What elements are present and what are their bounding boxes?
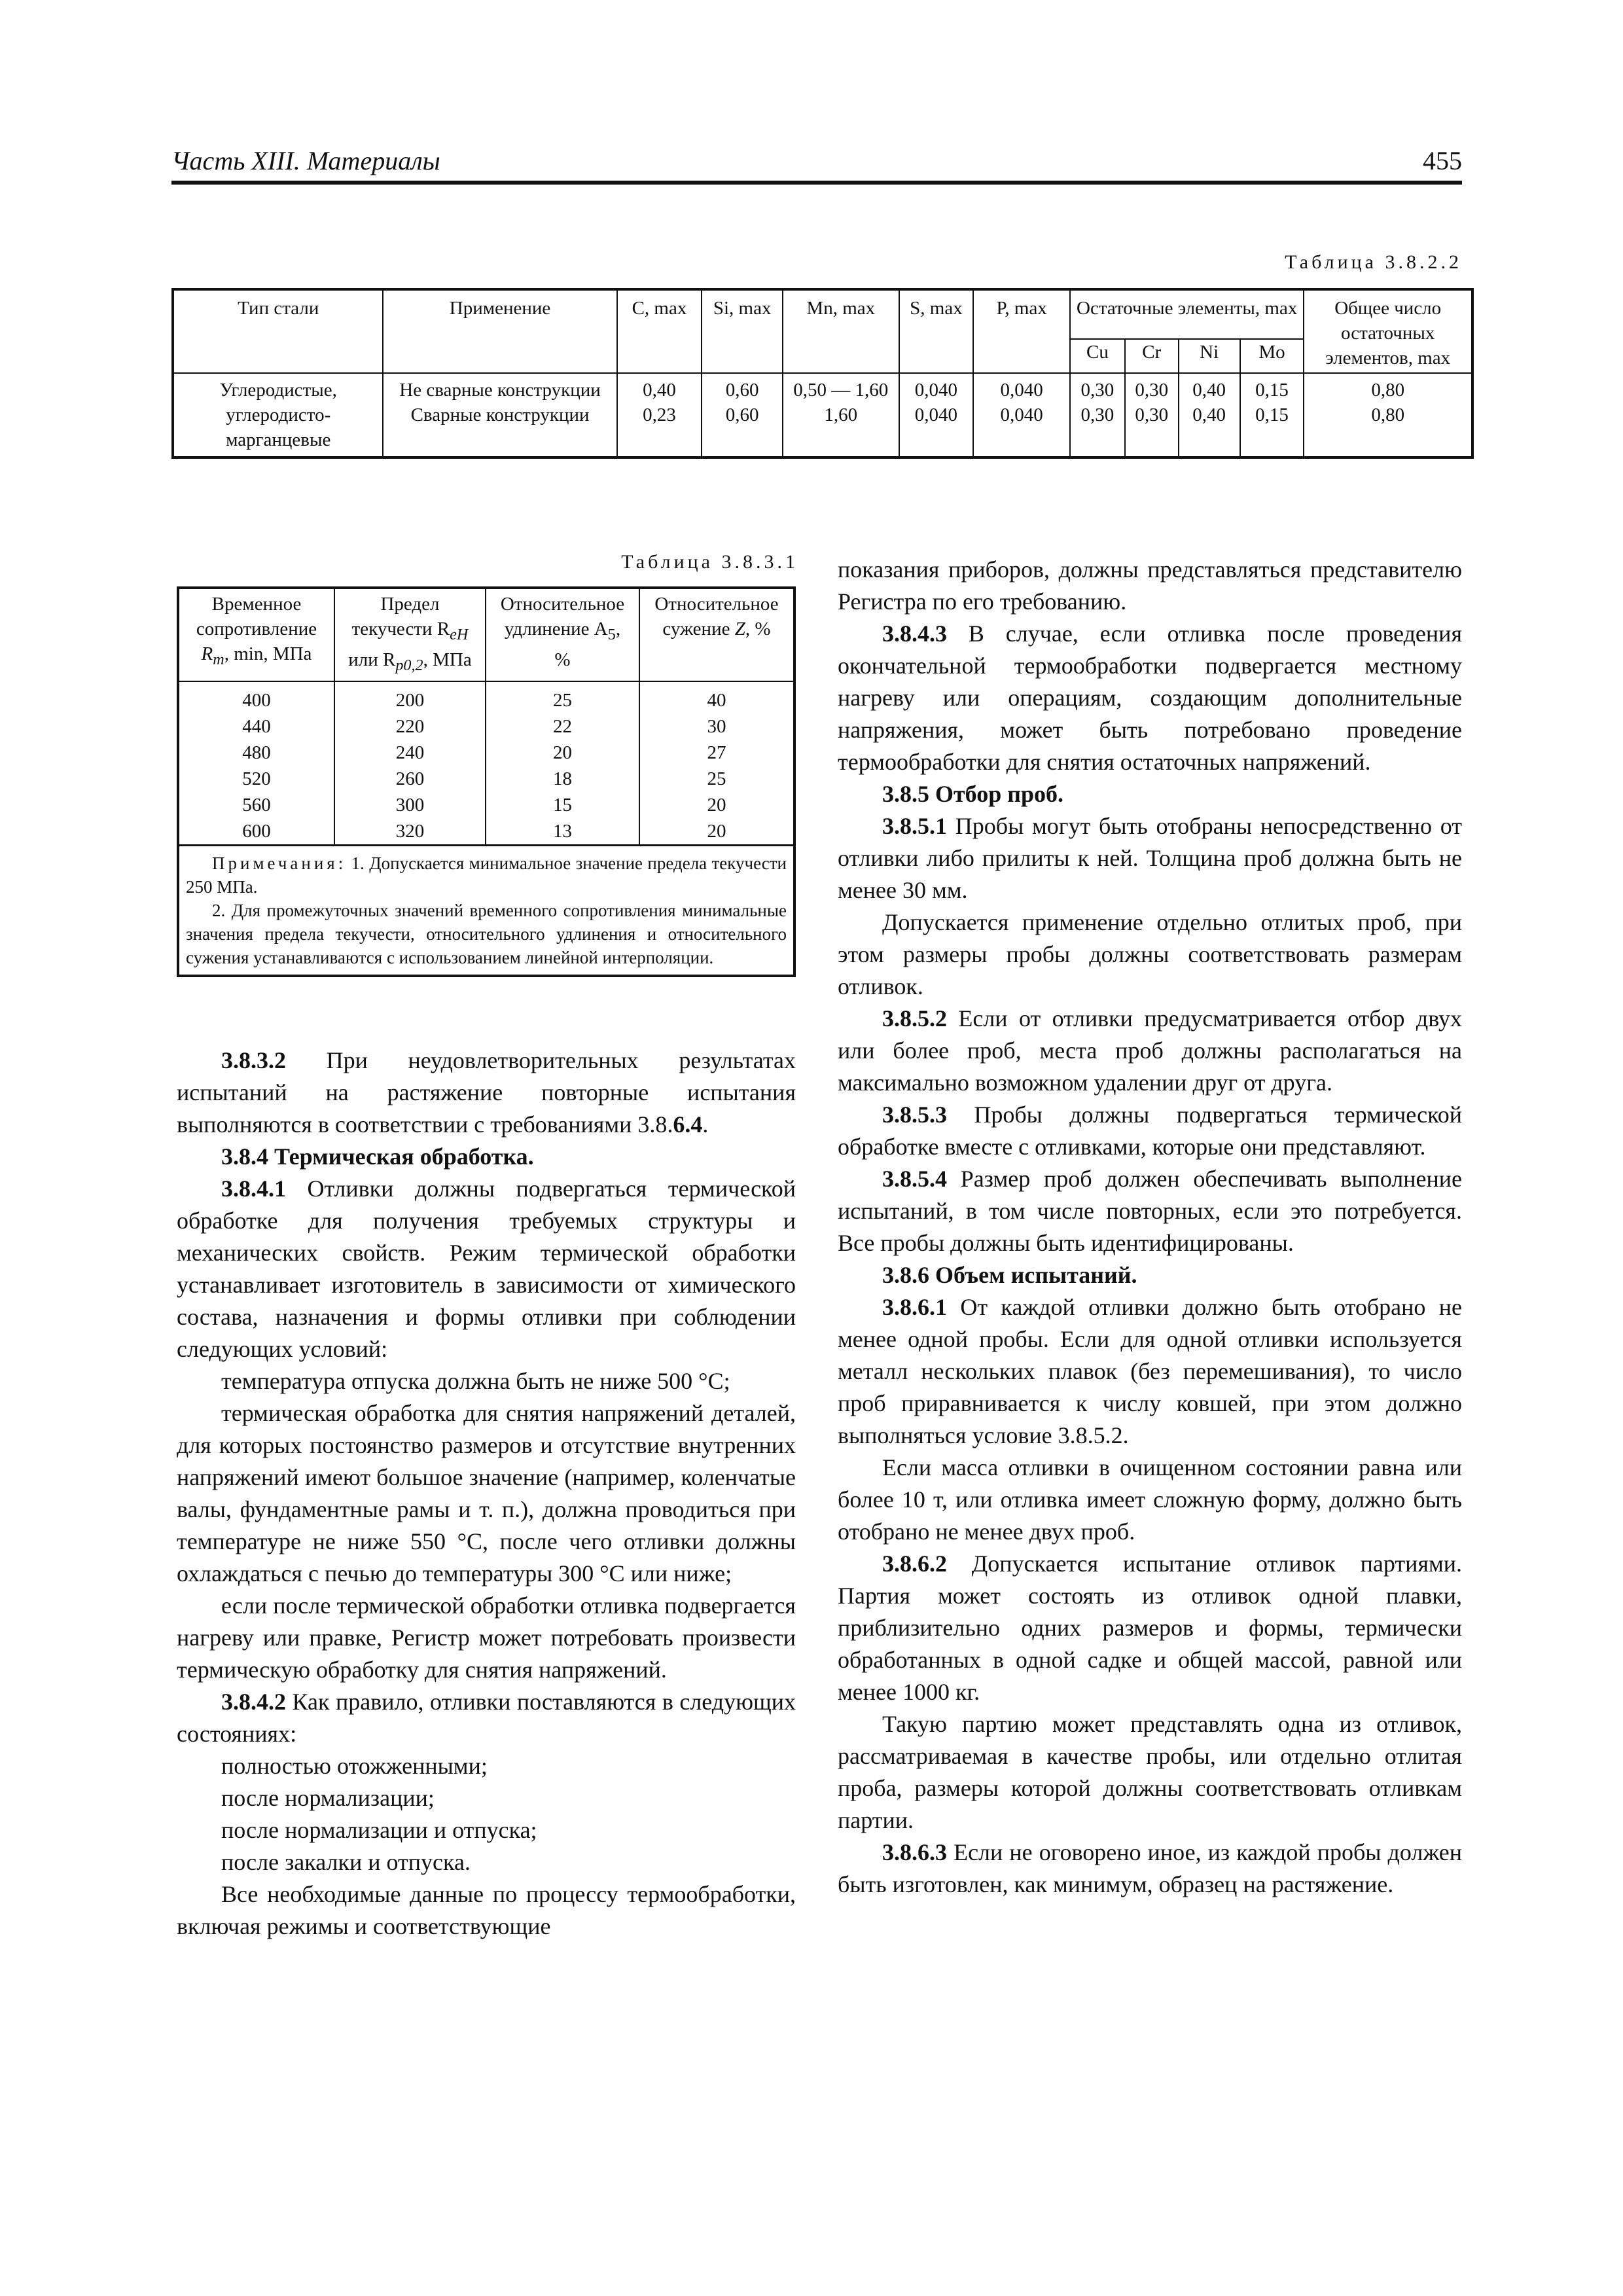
cell-mo-2: 0,15 [1255, 404, 1289, 425]
cell-z-0: 40 [707, 689, 726, 711]
col-header-a [486, 588, 639, 681]
cell-a-4: 15 [552, 794, 572, 816]
clause-number: 3.8.5.2 [882, 1005, 947, 1031]
cell-p-2: 0,040 [1000, 404, 1043, 425]
col-header-a-line2 [488, 617, 637, 647]
col-header-re-line3 [336, 647, 484, 678]
cell-a-1: 22 [552, 715, 572, 737]
section-heading-385: 3.8.5 Отбор проб. [882, 781, 1063, 807]
paragraph-text: Отливки должны подвергаться термической обработке для получения требуемых структуры и механических свойств. Режим термической обработки устанавливает изготовитель в зависимости от химического состава, назначения и формы отливки при соблюдении следующих условий: [177, 1175, 796, 1362]
paragraph-3853 [838, 1099, 1462, 1163]
clause-number: 3.8.4.2 [221, 1689, 286, 1715]
paragraph-text: От каждой отливки должно быть отобрано не менее одной пробы. Если для одной отливки используется металл нескольких плавок (без перемешивания), то число проб приравнивается к числу ковшей, при этом должно выполняться условие 3.8.5.2. [838, 1294, 1462, 1448]
cell-mo-1: 0,15 [1255, 380, 1289, 401]
cell-c-2: 0,23 [643, 404, 676, 425]
col-header-rm-line3 [181, 641, 332, 672]
re-subscript: eH [450, 625, 469, 643]
col-header-a-line1: Относительное [500, 594, 625, 615]
page-number: 455 [1423, 146, 1462, 175]
cell-total [1304, 373, 1472, 457]
a-text: удлинение A [504, 619, 608, 639]
cell-cr [1125, 373, 1179, 457]
cell-rm-3: 520 [242, 768, 271, 789]
col-header-a-line3: % [554, 649, 571, 670]
cell-cr-2: 0,30 [1135, 404, 1169, 425]
cell-a [486, 681, 639, 846]
paragraph-3851 [838, 810, 1462, 906]
cell-z-4: 20 [707, 794, 726, 816]
state-item-2: после нормализации; [221, 1785, 435, 1811]
col-header-rm [178, 588, 334, 681]
paragraph-text: В случае, если отливка после проведения окончательной термообработки подвергается местному нагреву или операциям, создающим дополнительные напряжения, может быть потребовано проведение термообработки для снятия остаточных напряжений. [838, 620, 1462, 775]
paragraph-text: Если от отливки предусматривается отбор двух или более проб, места проб должны располагаться на максимально возможном удалении друг от друга. [838, 1005, 1462, 1096]
col-header-total: Общее число остаточных элементов, max [1304, 289, 1472, 373]
cell-type: Углеродистые, углеродисто-марганцевые [173, 373, 383, 457]
cell-a-5: 13 [552, 820, 572, 842]
state-item-1: полностью отожженными; [221, 1753, 488, 1779]
cell-z-5: 20 [707, 820, 726, 842]
paragraph-separate-samples: Допускается применение отдельно отлитых проб, при этом размеры пробы должны соответствовать размерам отливок. [838, 909, 1462, 999]
cell-total-2: 0,80 [1371, 404, 1405, 425]
col-header-ni: Ni [1179, 339, 1240, 373]
cell-application-2: Сварные конструкции [410, 404, 590, 425]
cell-rm-5: 600 [242, 820, 271, 842]
cell-a-0: 25 [552, 689, 572, 711]
col-header-z-line2 [641, 617, 792, 641]
cell-cr-1: 0,30 [1135, 380, 1169, 401]
cell-rm-0: 400 [242, 689, 271, 711]
rp-text: или R [348, 649, 396, 670]
table-3831 [177, 586, 796, 977]
cell-rm-4: 560 [242, 794, 271, 816]
re-text: текучести R [351, 619, 450, 639]
paragraph-3854 [838, 1163, 1462, 1259]
section-heading-384: 3.8.4 Термическая обработка. [221, 1143, 534, 1170]
paragraph-batch: Такую партию может представлять одна из отливок, рассматриваемая в качестве пробы, или отдельно отлитая проба, размеры которой должны соответствовать отливкам партии. [838, 1711, 1462, 1833]
cell-cu [1070, 373, 1125, 457]
clause-number: 3.8.3.2 [221, 1047, 286, 1073]
paragraph-continued: показания приборов, должны представляться представителю Регистра по его требованию. [838, 556, 1462, 615]
clause-number: 3.8.6.3 [882, 1839, 947, 1865]
clause-number: 3.8.4.1 [221, 1175, 286, 1202]
clause-number: 3.8.6.2 [882, 1551, 947, 1577]
col-header-mo: Mo [1240, 339, 1304, 373]
col-header-type: Тип стали [173, 289, 383, 373]
cell-a-3: 18 [552, 768, 572, 789]
part-title: Часть XIII. Материалы [171, 146, 440, 175]
col-header-p: P, max [973, 289, 1070, 373]
cell-z [639, 681, 794, 846]
col-header-z-line1: Относительное [654, 594, 779, 615]
rm-symbol: R [201, 643, 213, 664]
cell-re-5: 320 [395, 820, 425, 842]
cell-si-1: 0,60 [725, 380, 759, 401]
section-heading-386: 3.8.6 Объем испытаний. [882, 1262, 1137, 1288]
rm-subscript: m [213, 650, 224, 668]
cell-cu-2: 0,30 [1080, 404, 1115, 425]
cell-rm-2: 480 [242, 742, 271, 763]
col-header-re [334, 588, 486, 681]
col-header-re-line2 [336, 617, 484, 647]
paragraph-3862 [838, 1548, 1462, 1708]
clause-number: 3.8.5.1 [882, 813, 947, 839]
note-2: 2. Для промежуточных значений временного сопротивления минимальные значения предела текучести, относительного удлинения и относительного сужения устанавливаются с использованием линейной интерполяции. [186, 900, 787, 967]
col-header-rm-line2: сопротивление [196, 619, 317, 639]
clause-number: 3.8.4.3 [882, 620, 947, 647]
condition-2: термическая обработка для снятия напряжений деталей, для которых постоянство размеров и отсутствие внутренних напряжений имеют большое значение (например, коленчатые валы, фундаментные рамы и т. п.), должна проводиться при температуре не ниже 550 °С, после чего отливки должны охлаждаться с печью до температуры 300 °С или ниже; [177, 1400, 796, 1587]
cell-z-2: 27 [707, 742, 726, 763]
table-row [173, 373, 1472, 457]
rm-unit: , min, МПа [224, 643, 312, 664]
cell-re-0: 200 [395, 689, 425, 711]
cell-application [383, 373, 616, 457]
paragraph-end: . [702, 1111, 709, 1138]
cell-s [899, 373, 974, 457]
clause-number: 3.8.5.4 [882, 1166, 947, 1192]
table-3831-caption: Таблица 3.8.3.1 [621, 551, 798, 573]
paragraph-mass: Если масса отливки в очищенном состоянии равна или более 10 т, или отливка имеет сложную форму, должно быть отобрано не менее двух проб. [838, 1454, 1462, 1545]
z-text: сужение [662, 619, 735, 639]
paragraph-3852 [838, 1003, 1462, 1099]
cell-rm [178, 681, 334, 846]
paragraph-3863 [838, 1837, 1462, 1901]
clause-number: 3.8.5.3 [882, 1102, 947, 1128]
re-unit: , МПа [423, 649, 472, 670]
col-header-application: Применение [383, 289, 616, 373]
cell-rm-1: 440 [242, 715, 271, 737]
state-item-3: после нормализации и отпуска; [221, 1817, 537, 1843]
clause-ref: 6.4 [673, 1111, 703, 1138]
a-subscript: 5 [607, 625, 616, 643]
cell-mn-2: 1,60 [824, 404, 858, 425]
left-column [177, 1045, 796, 1943]
cell-c-1: 0,40 [643, 380, 676, 401]
cell-c [617, 373, 702, 457]
col-header-rm-line1: Временное [211, 594, 302, 615]
state-item-4: после закалки и отпуска. [221, 1849, 471, 1875]
note-1-text: 1. Допускается минимальное значение предела текучести 250 МПа. [186, 853, 787, 897]
cell-s-2: 0,040 [914, 404, 958, 425]
cell-re-3: 260 [395, 768, 425, 789]
paragraph-text: Как правило, отливки поставляются в следующих состояниях: [177, 1689, 796, 1747]
paragraph-3842 [177, 1686, 796, 1750]
cell-z-1: 30 [707, 715, 726, 737]
paragraph-3841 [177, 1173, 796, 1365]
cell-application-1: Не сварные конструкции [399, 380, 601, 401]
cell-mo [1240, 373, 1304, 457]
col-header-s: S, max [899, 289, 974, 373]
cell-re-1: 220 [395, 715, 425, 737]
right-column [838, 554, 1462, 1901]
cell-re [334, 681, 486, 846]
z-unit: , % [745, 619, 771, 639]
col-header-residual: Остаточные элементы, max [1070, 289, 1304, 339]
paragraph-3861 [838, 1291, 1462, 1452]
condition-3: если после термической обработки отливка подвергается нагреву или правке, Регистр может потребовать произвести термическую обработку для снятия напряжений. [177, 1592, 796, 1683]
paragraph-text: Если не оговорено иное, из каждой пробы должен быть изготовлен, как минимум, образец на растяжение. [838, 1839, 1462, 1897]
paragraph-text: Размер проб должен обеспечивать выполнение испытаний, в том числе повторных, если это потребуется. Все пробы должны быть идентифицированы. [838, 1166, 1462, 1256]
table-3822-caption: Таблица 3.8.2.2 [1285, 251, 1462, 273]
paragraph-text: Допускается испытание отливок партиями. Партия может состоять из отливок одной плавки, приблизительно одних размеров и формы, термически обработанных в одной садке и общей массой, равной или менее 1000 кг. [838, 1551, 1462, 1705]
col-header-cr: Cr [1125, 339, 1179, 373]
col-header-c: C, max [617, 289, 702, 373]
table-notes [178, 845, 794, 976]
paragraph-text: Пробы должны подвергаться термической обработке вместе с отливками, которые они представляют. [838, 1102, 1462, 1160]
cell-si [702, 373, 783, 457]
condition-1: температура отпуска должна быть не ниже 500 °С; [221, 1368, 730, 1394]
cell-p-1: 0,040 [1000, 380, 1043, 401]
cell-ni [1179, 373, 1240, 457]
cell-ni-1: 0,40 [1192, 380, 1226, 401]
running-header [171, 145, 1462, 185]
paragraph-text: При неудовлетворительных результатах испытаний на растяжение повторные испытания выполняются в соответствии с требованиями 3.8. [177, 1047, 796, 1138]
cell-si-2: 0,60 [725, 404, 759, 425]
paragraph-heat-data: Все необходимые данные по процессу термообработки, включая режимы и соответствующие [177, 1881, 796, 1939]
cell-z-3: 25 [707, 768, 726, 789]
cell-re-4: 300 [395, 794, 425, 816]
cell-ni-2: 0,40 [1192, 404, 1226, 425]
rp-subscript: p0,2 [395, 656, 423, 674]
col-header-z [639, 588, 794, 681]
notes-label: Примечания: [212, 853, 347, 873]
cell-cu-1: 0,30 [1080, 380, 1115, 401]
table-row [178, 681, 794, 846]
z-symbol: Z [734, 619, 745, 639]
cell-a-2: 20 [552, 742, 572, 763]
cell-mn [783, 373, 899, 457]
a-comma: , [615, 619, 621, 639]
col-header-mn: Mn, max [783, 289, 899, 373]
col-header-re-line1: Предел [380, 594, 440, 615]
paragraph-text: Пробы могут быть отобраны непосредственно от отливки либо прилиты к ней. Толщина проб должна быть не менее 30 мм. [838, 813, 1462, 903]
cell-total-1: 0,80 [1371, 380, 1405, 401]
cell-mn-1: 0,50 — 1,60 [793, 380, 889, 401]
col-header-cu: Cu [1070, 339, 1125, 373]
paragraph-3832 [177, 1045, 796, 1141]
cell-s-1: 0,040 [914, 380, 958, 401]
table-3822 [171, 288, 1474, 459]
cell-p [973, 373, 1070, 457]
note-1 [186, 852, 787, 899]
paragraph-3843 [838, 618, 1462, 778]
col-header-si: Si, max [702, 289, 783, 373]
clause-number: 3.8.6.1 [882, 1294, 947, 1320]
cell-re-2: 240 [395, 742, 425, 763]
